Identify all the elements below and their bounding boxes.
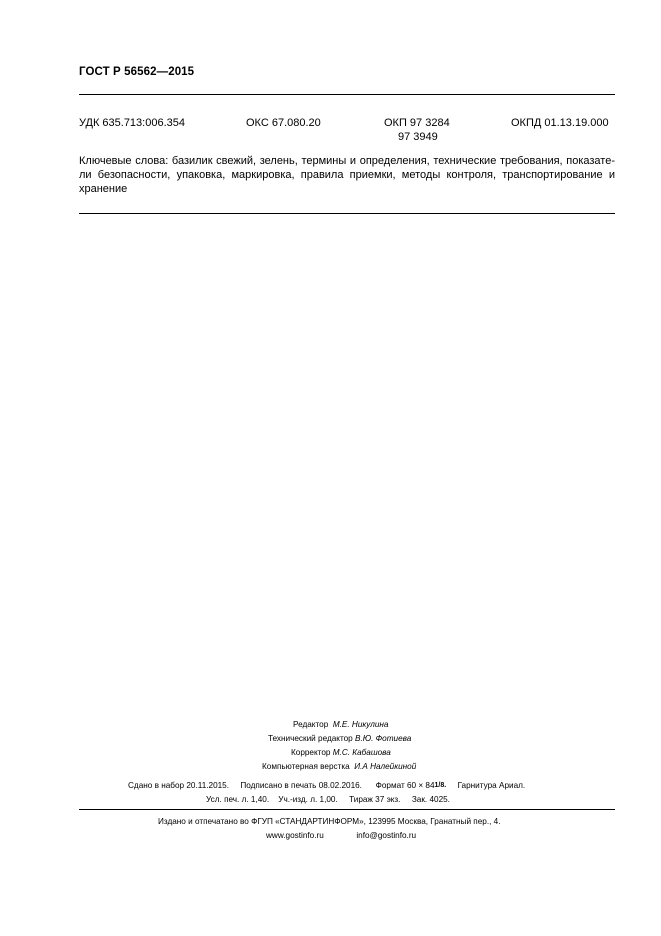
editor-name: М.Е. Никулина — [332, 720, 389, 729]
keywords-line: Ключевые слова: базилик свежий, зелень, термины и определения, технические требования, показате- — [79, 155, 615, 167]
keywords-line: ли безопасности, упаковка, маркировка, правила приемки, методы контроля, транспортирование и — [79, 169, 615, 181]
circulation: Тираж 37 экз. — [349, 795, 401, 804]
udk-code: УДК 635.713:006.354 — [79, 117, 185, 129]
print-sheets: Усл. печ. л. 1,40. — [206, 795, 270, 804]
tech-editor-label: Технический редактор — [268, 734, 353, 743]
okp-code — [384, 116, 450, 144]
okp-code-line1: ОКП 97 3284 — [384, 117, 450, 129]
submitted-date: Сдано в набор 20.11.2015. — [128, 781, 230, 790]
publisher-line: Издано и отпечатано во ФГУП «СТАНДАРТИНФОРМ», 123995 Москва, Гранатный пер., 4. — [158, 817, 501, 826]
imprint-line-2 — [206, 795, 450, 804]
okpd-code: ОКПД 01.13.19.000 — [511, 117, 609, 129]
imprint-line-1 — [128, 781, 525, 790]
corrector-label: Корректор — [291, 748, 331, 757]
tech-editor-credit — [268, 732, 411, 746]
order-number: Зак. 4025. — [411, 795, 450, 804]
okp-code-line2: 97 3949 — [398, 131, 438, 143]
layout-label: Компьютерная верстка — [262, 762, 350, 771]
keywords-line: хранение — [79, 183, 128, 195]
top-divider — [79, 94, 615, 95]
keywords — [79, 154, 615, 196]
layout-credit — [262, 760, 416, 774]
document-number: ГОСТ Р 56562—2015 — [79, 66, 195, 78]
tech-editor-name: В.Ю. Фотиева — [355, 734, 412, 743]
imprint-divider — [79, 809, 615, 810]
signed-date: Подписано в печать 08.02.2016. — [240, 781, 362, 790]
oks-code: ОКС 67.080.20 — [246, 117, 321, 129]
keywords-divider — [79, 213, 615, 214]
format-fraction: 1/8. — [434, 782, 447, 789]
publisher-website: www.gostinfo.ru — [266, 831, 324, 840]
publisher-contacts — [266, 831, 416, 840]
corrector-credit — [291, 746, 391, 760]
layout-name: И.А Налейкиной — [354, 762, 417, 771]
corrector-name: М.С. Кабашова — [332, 748, 391, 757]
publisher-email: info@gostinfo.ru — [356, 831, 417, 840]
editor-label: Редактор — [293, 720, 329, 729]
editor-credit — [293, 718, 388, 732]
typeface: Гарнитура Ариал. — [457, 781, 526, 790]
format: Формат 60 × 84 — [375, 781, 435, 790]
publ-sheets: Уч.-изд. л. 1,00. — [278, 795, 338, 804]
